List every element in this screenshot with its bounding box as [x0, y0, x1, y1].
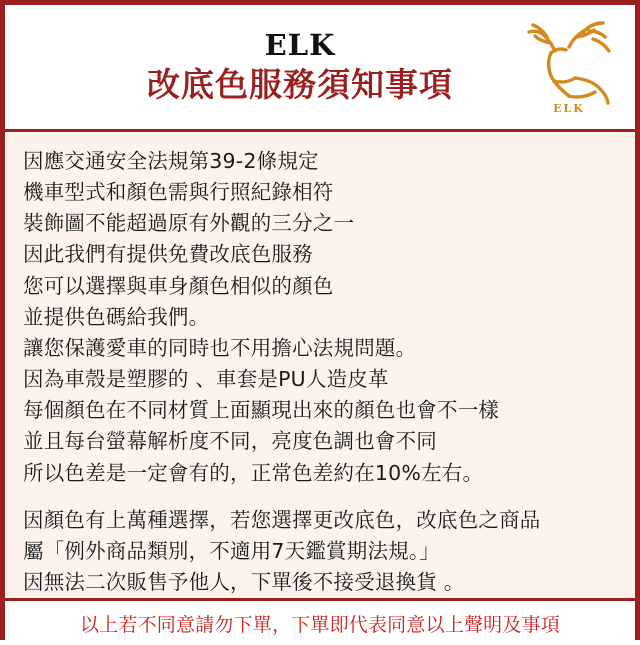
text-line: 機車型式和顏色需與行照紀錄相符 — [23, 180, 334, 205]
deer-antler-logo-icon — [521, 19, 617, 117]
footer-notice: 以上若不同意請勿下單，下單即代表同意以上聲明及事項 — [79, 613, 560, 636]
page-title: 改底色服務須知事項 — [147, 64, 453, 104]
text-line: 讓您保護愛車的同時也不用擔心法規問題。 — [23, 335, 417, 360]
text-line: 因無法二次販售予他人，下單後不接受退換貨 。 — [23, 570, 465, 595]
text-line: 裝飾圖不能超過原有外觀的三分之一 — [23, 211, 355, 236]
header-text-block — [147, 30, 493, 104]
paragraph-1 — [23, 146, 617, 489]
brand-title: ELK — [264, 28, 336, 63]
paragraph-spacer — [23, 489, 617, 505]
text-line: 所以色差是一定會有的，正常色差約在10%左右。 — [23, 460, 484, 485]
logo-wordmark: ELK — [553, 102, 585, 115]
text-line: 並且每台螢幕解析度不同，亮度色調也會不同 — [23, 429, 437, 454]
text-line: 屬「例外商品類別，不適用7天鑑賞期法規。」 — [23, 538, 440, 563]
text-line: 因顏色有上萬種選擇，若您選擇更改底色，改底色之商品 — [23, 507, 541, 532]
text-line: 每個顏色在不同材質上面顯現出來的顏色也會不一樣 — [23, 398, 500, 423]
page-header — [5, 5, 635, 132]
page-footer — [5, 598, 635, 645]
notice-body — [5, 132, 635, 598]
text-line: 並提供色碼給我們。 — [23, 304, 210, 329]
text-line: 因為車殼是塑膠的 、車套是PU人造皮革 — [23, 367, 389, 392]
text-line: 因此我們有提供免費改底色服務 — [23, 242, 313, 267]
paragraph-2 — [23, 505, 617, 598]
text-line: 因應交通安全法規第39-2條規定 — [23, 149, 319, 173]
text-line: 您可以選擇與車身顏色相似的顏色 — [23, 273, 334, 298]
